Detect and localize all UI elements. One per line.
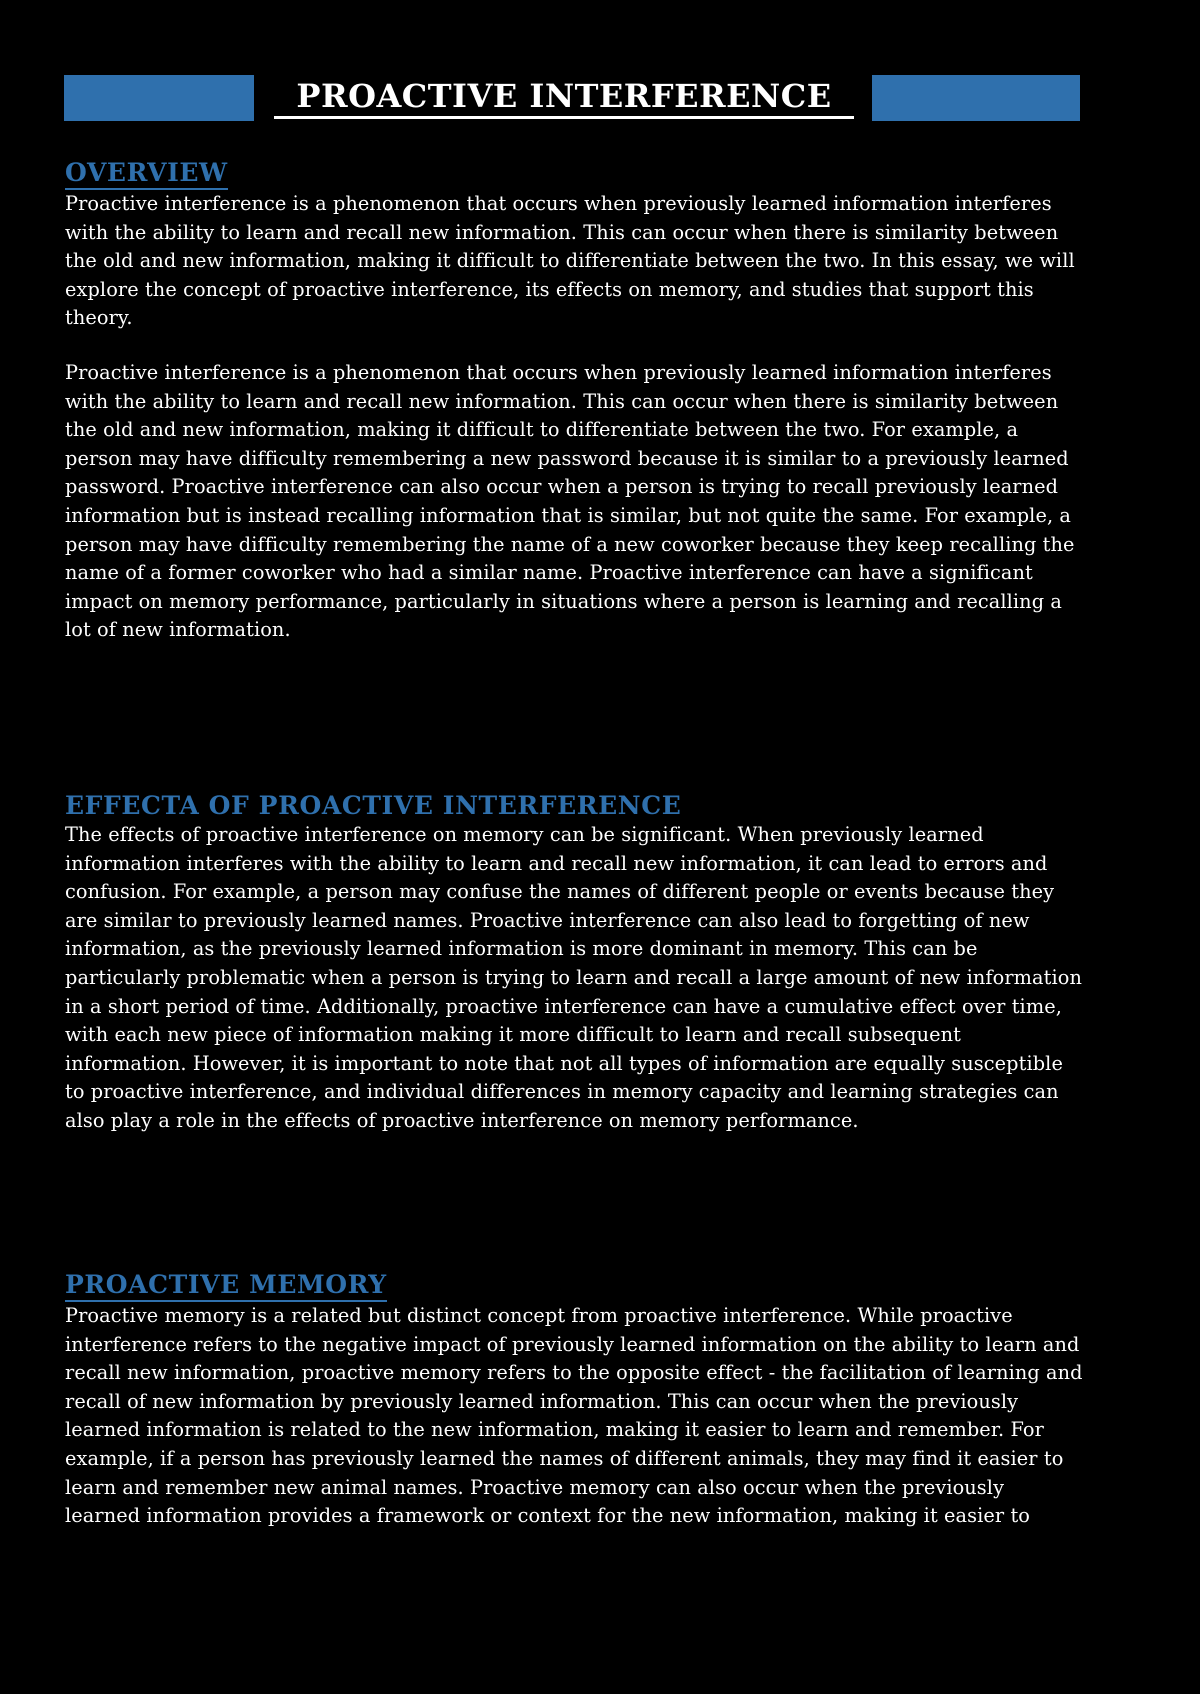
section-heading: PROACTIVE MEMORY xyxy=(65,1269,387,1302)
section-paragraph: Proactive memory is a related but distinct concept from proactive interference. While proactive interference refers to the negative impact of previously learned information on the ability to learn and recall new information, proactive memory refers to the opposite effect - the facilitation of learning and recall of new information by previously learned information. This can occur when the previously learned information is related to the new information, making it easier to learn and remember. For example, if a person has previously learned the names of different animals, they may find it easier to learn and remember new animal names. Proactive memory can also occur when the previously learned information provides a framework or context for the new information, making it easier to xyxy=(65,1304,1083,1528)
section-paragraph: Proactive interference is a phenomenon that occurs when previously learned information interferes with the ability to learn and recall new information. This can occur when there is similarity between the old and new information, making it difficult to differentiate between the two. In this essay, we will explore the concept of proactive interference, its effects on memory, and studies that support this theory. xyxy=(65,192,1075,330)
title-accent-bar-right xyxy=(872,75,1080,121)
section-paragraph: Proactive interference is a phenomenon that occurs when previously learned information interferes with the ability to learn and recall new information. This can occur when there is similarity between the old and new information, making it difficult to differentiate between the two. For example, a person may have difficulty remembering a new password because it is similar to a previously learned password. Proactive interference can also occur when a person is trying to recall previously learned information but is instead recalling information that is similar, but not quite the same. For example, a person may have difficulty remembering the name of a new coworker because they keep recalling the name of a former coworker who had a similar name. Proactive interference can have a significant impact on memory performance, particularly in situations where a person is learning and recalling a lot of new information. xyxy=(65,360,1075,642)
title-accent-bar-left xyxy=(64,75,254,121)
section-heading: OVERVIEW xyxy=(65,157,228,190)
section-proactive-memory xyxy=(65,1269,1085,1531)
page-title: PROACTIVE INTERFERENCE xyxy=(274,76,854,119)
title-banner xyxy=(64,75,1080,123)
section-paragraph: The effects of proactive interference on memory can be significant. When previously learned information interferes with the ability to learn and recall new information, it can lead to errors and confusion. For example, a person may confuse the names of different people or events because they are similar to previously learned names. Proactive interference can also lead to forgetting of new information, as the previously learned information is more dominant in memory. This can be particularly problematic when a person is trying to learn and recall a large amount of new information in a short period of time. Additionally, proactive interference can have a cumulative effect over time, with each new piece of information making it more difficult to learn and recall subsequent information. However, it is important to note that not all types of information are equally susceptible to proactive interference, and individual differences in memory capacity and learning strategies can also play a role in the effects of proactive interference on memory performance. xyxy=(65,823,1082,1132)
section-overview xyxy=(65,157,1085,645)
section-heading: EFFECTA OF PROACTIVE INTERFERENCE xyxy=(65,791,682,820)
section-effects xyxy=(65,790,1085,1136)
